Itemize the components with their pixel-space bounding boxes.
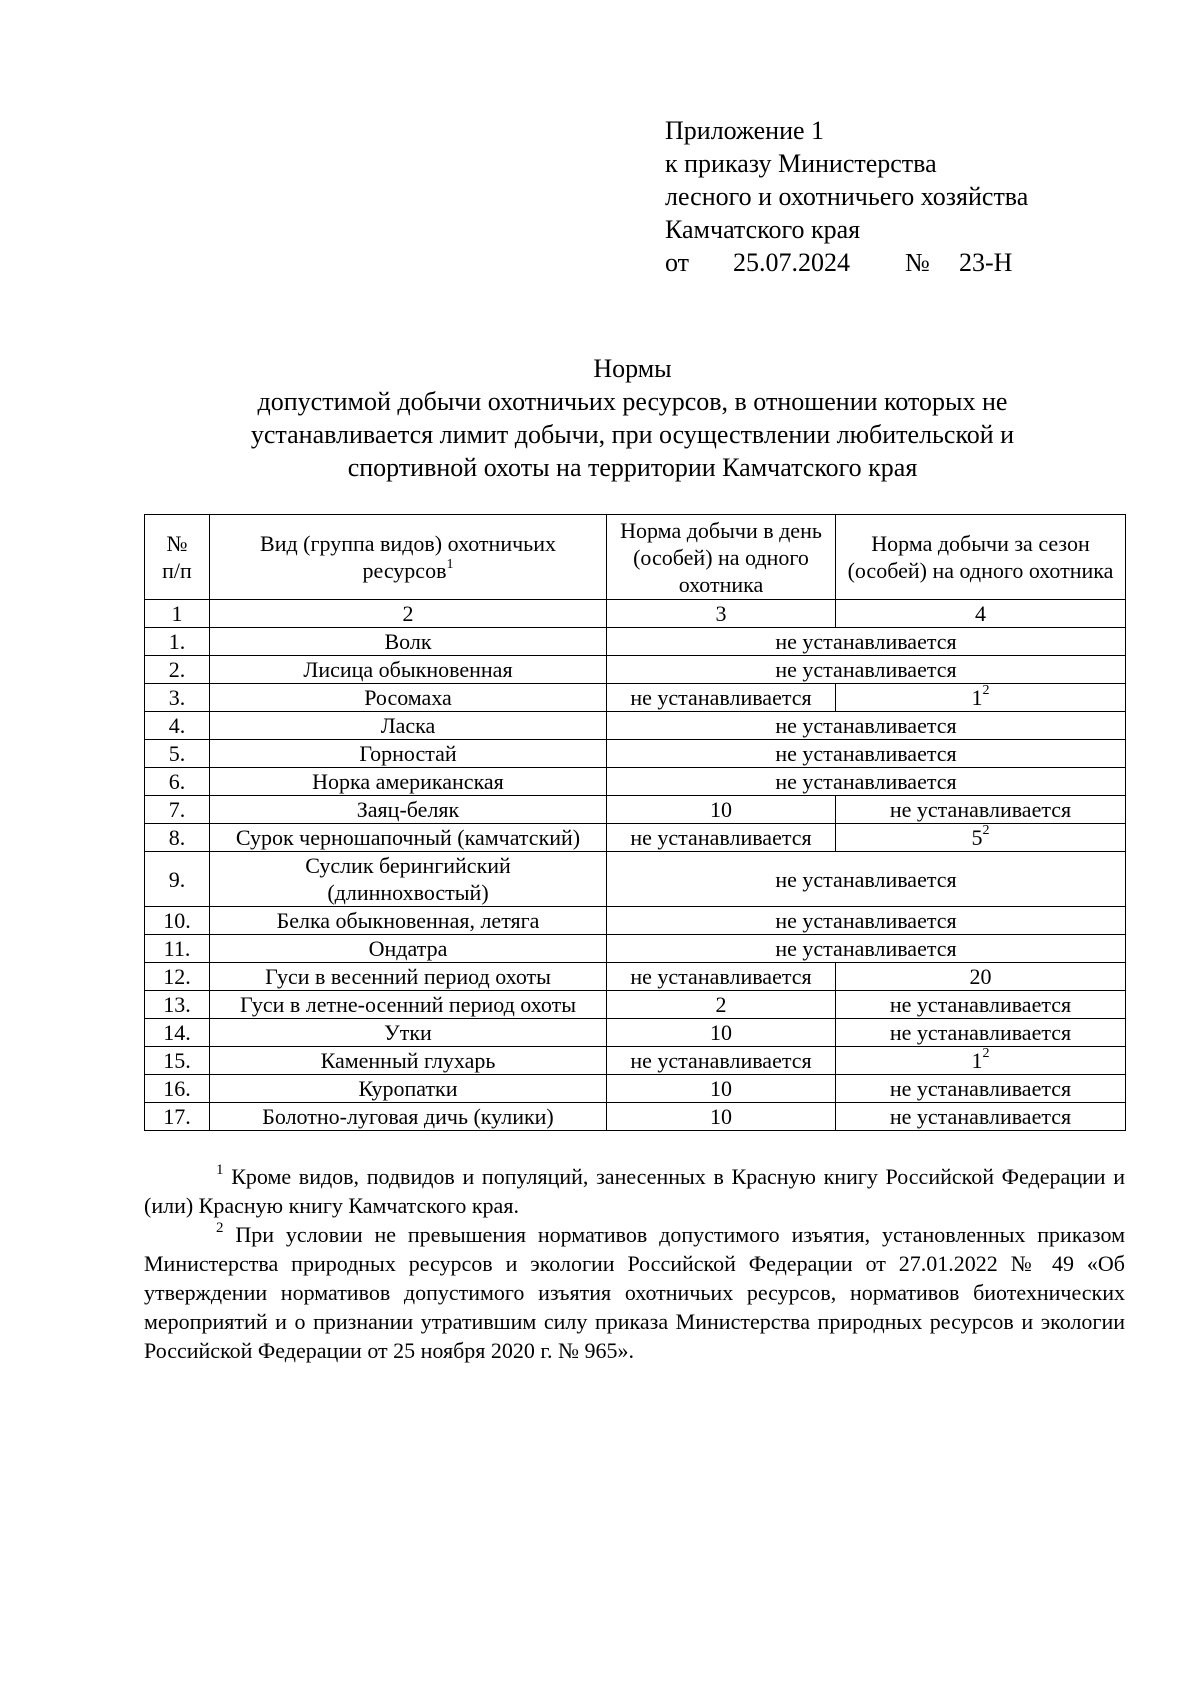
row-number: 6. (145, 768, 210, 796)
row-number: 12. (145, 963, 210, 991)
row-number: 2. (145, 656, 210, 684)
footnote-mark-2: 2 (216, 1219, 224, 1236)
appendix-line-2: к приказу Министерства (665, 149, 937, 178)
species-name: Утки (210, 1019, 607, 1047)
table-row (145, 712, 1126, 740)
species-name: Белка обыкновенная, летяга (210, 907, 607, 935)
header-daily-norm: Норма добычи в день (особей) на одного охотника (607, 515, 836, 600)
column-number-row (145, 600, 1126, 628)
species-name: Горностай (210, 740, 607, 768)
table-row (145, 796, 1126, 824)
norm-season: 20 (836, 963, 1126, 991)
header-species: Вид (группа видов) охотничьих ресурсов$^1$ (210, 515, 607, 600)
norm-daily: не устанавливается (607, 684, 836, 712)
row-number: 10. (145, 907, 210, 935)
table-row (145, 824, 1126, 852)
norm-merged: не устанавливается (607, 712, 1126, 740)
norm-daily: 2 (607, 991, 836, 1019)
footnotes (144, 1162, 1125, 1365)
row-number: 11. (145, 935, 210, 963)
norm-season: не устанавливается (836, 796, 1126, 824)
column-number: 3 (607, 600, 836, 628)
species-name: Куропатки (210, 1075, 607, 1103)
date-prefix: от (665, 248, 690, 277)
row-number: 14. (145, 1019, 210, 1047)
row-number: 4. (145, 712, 210, 740)
footnote-1 (144, 1162, 1125, 1220)
row-number: 16. (145, 1075, 210, 1103)
norm-season: не устанавливается (836, 1103, 1126, 1131)
row-number: 13. (145, 991, 210, 1019)
table-header-row (145, 515, 1126, 600)
row-number: 7. (145, 796, 210, 824)
table-row (145, 1103, 1126, 1131)
norm-merged: не устанавливается (607, 852, 1126, 907)
table-row (145, 740, 1126, 768)
row-number: 5. (145, 740, 210, 768)
table-row (145, 963, 1126, 991)
norm-merged: не устанавливается (607, 768, 1126, 796)
row-number: 8. (145, 824, 210, 852)
norm-season: $1^2$ (836, 684, 1126, 712)
appendix-line-3: лесного и охотничьего хозяйства (665, 182, 1029, 211)
species-name: Заяц-беляк (210, 796, 607, 824)
norm-daily: 10 (607, 1075, 836, 1103)
species-name: Суслик берингийский (длиннохвостый) (210, 852, 607, 907)
footnote-1-text: Кроме видов, подвидов и популяций, занесенных в Красную книгу Российской Федерации и (или) Красную книгу Камчатского края. (144, 1164, 1125, 1218)
column-number: 1 (145, 600, 210, 628)
document-title (140, 352, 1125, 484)
species-name: Росомаха (210, 684, 607, 712)
title-line-1: Нормы (593, 354, 672, 383)
table-row (145, 656, 1126, 684)
appendix-line-1: Приложение 1 (665, 116, 825, 145)
norm-daily: 10 (607, 796, 836, 824)
norm-daily: 10 (607, 1103, 836, 1131)
norm-season: $1^2$ (836, 1047, 1126, 1075)
title-line-3: устанавливается лимит добычи, при осуществлении любительской и (250, 420, 1015, 449)
row-number: 17. (145, 1103, 210, 1131)
table-row (145, 768, 1126, 796)
footnote-ref-1: 1 (446, 556, 454, 572)
norm-daily: 10 (607, 1019, 836, 1047)
row-number: 9. (145, 852, 210, 907)
species-name: Болотно-луговая дичь (кулики) (210, 1103, 607, 1131)
column-number: 4 (836, 600, 1126, 628)
row-number: 15. (145, 1047, 210, 1075)
table-row (145, 1075, 1126, 1103)
header-number: № п/п (145, 515, 210, 600)
title-line-4: спортивной охоты на территории Камчатского края (347, 453, 918, 482)
table-row (145, 1047, 1126, 1075)
species-name: Лисица обыкновенная (210, 656, 607, 684)
table-row (145, 907, 1126, 935)
footnote-ref-2: 2 (982, 823, 990, 839)
order-number: 23-Н (959, 248, 1013, 277)
species-name: Гуси в летне-осенний период охоты (210, 991, 607, 1019)
norm-merged: не устанавливается (607, 907, 1126, 935)
norm-season: не устанавливается (836, 1075, 1126, 1103)
species-name: Норка американская (210, 768, 607, 796)
row-number: 1. (145, 628, 210, 656)
norm-season: $5^2$ (836, 824, 1126, 852)
species-name: Ондатра (210, 935, 607, 963)
column-number: 2 (210, 600, 607, 628)
footnote-mark-1: 1 (216, 1161, 224, 1178)
species-name: Волк (210, 628, 607, 656)
species-name: Ласка (210, 712, 607, 740)
table-row (145, 852, 1126, 907)
norm-merged: не устанавливается (607, 935, 1126, 963)
footnote-ref-2: 2 (982, 683, 990, 699)
order-date: 25.07.2024 (733, 248, 850, 277)
norms-table (144, 514, 1126, 1131)
norm-merged: не устанавливается (607, 656, 1126, 684)
header-season-norm: Норма добычи за сезон (особей) на одного охотника (836, 515, 1126, 600)
footnote-2-text: При условии не превышения нормативов допустимого изъятия, установленных приказом Министерства природных ресурсов и экологии Российской Федерации от 27.01.2022 № 49 «Об утверждении нормативов допустимого изъятия охотничьих ресурсов, нормативов биотехнических мероприятий и о признании утратившим силу приказа Министерства природных ресурсов и экологии Российской Федерации от 25 ноября 2020 г. № 965». (144, 1222, 1125, 1363)
table-row (145, 684, 1126, 712)
norm-daily: не устанавливается (607, 963, 836, 991)
title-line-2: допустимой добычи охотничьих ресурсов, в отношении которых не (257, 387, 1008, 416)
norm-merged: не устанавливается (607, 628, 1126, 656)
row-number: 3. (145, 684, 210, 712)
table-row (145, 628, 1126, 656)
norm-merged: не устанавливается (607, 740, 1126, 768)
species-name: Гуси в весенний период охоты (210, 963, 607, 991)
table-row (145, 1019, 1126, 1047)
appendix-line-4: Камчатского края (665, 215, 861, 244)
table-row (145, 935, 1126, 963)
footnote-2 (144, 1220, 1125, 1365)
norm-season: не устанавливается (836, 1019, 1126, 1047)
footnote-ref-2: 2 (982, 1046, 990, 1062)
appendix-header (665, 114, 1028, 279)
species-name: Сурок черношапочный (камчатский) (210, 824, 607, 852)
norm-daily: не устанавливается (607, 1047, 836, 1075)
norm-daily: не устанавливается (607, 824, 836, 852)
appendix-date-line (665, 246, 1028, 279)
number-sign: № (905, 248, 930, 277)
table-row (145, 991, 1126, 1019)
norm-season: не устанавливается (836, 991, 1126, 1019)
species-name: Каменный глухарь (210, 1047, 607, 1075)
